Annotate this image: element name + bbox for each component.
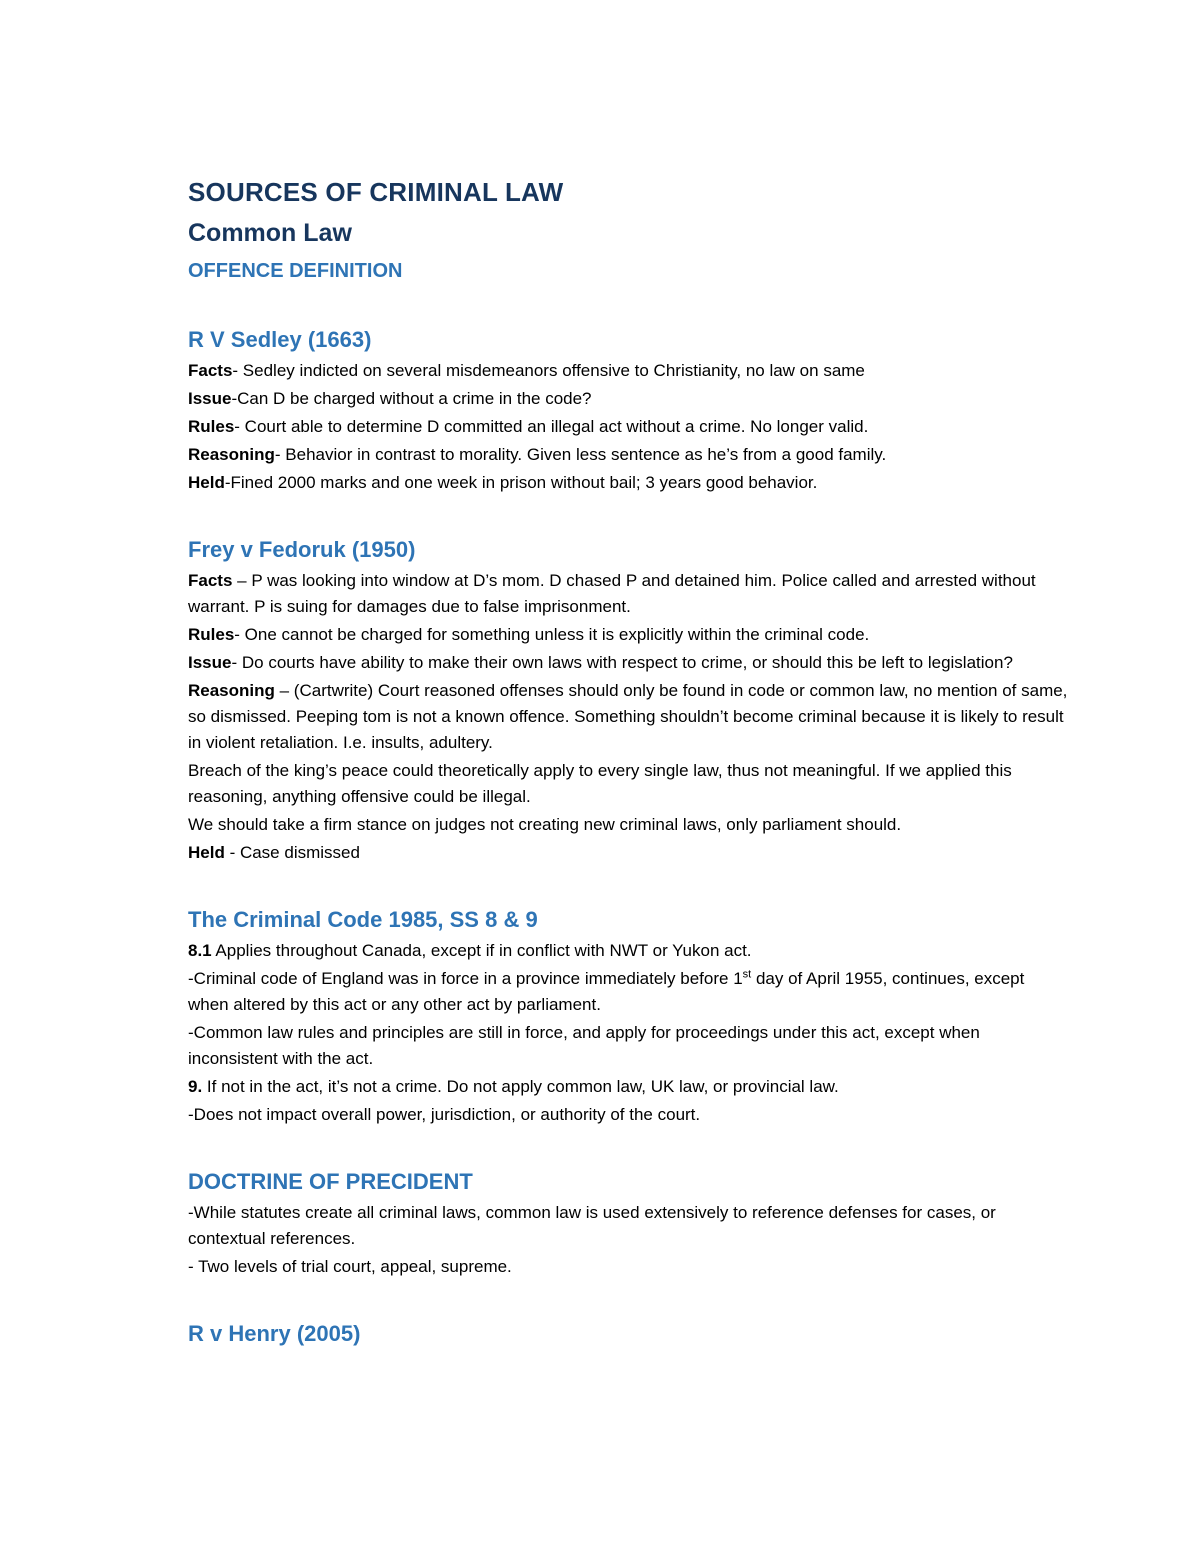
reasoning-label: Reasoning <box>188 445 275 464</box>
section-criminal-code <box>188 902 1068 1128</box>
reasoning-text: – (Cartwrite) Court reasoned offenses should only be found in code or common law, no mention of same, so dismissed. Peeping tom is not a known offence. Something shouldn’t become criminal because it is likely to result in violent retaliation. I.e. insults, adultery. <box>188 681 1068 752</box>
section-text: If not in the act, it’s not a crime. Do not apply common law, UK law, or provincial law. <box>202 1077 839 1096</box>
document-page <box>188 172 1068 1352</box>
code-paragraph <box>188 966 1068 1018</box>
reasoning-text: - Behavior in contrast to morality. Given less sentence as he’s from a good family. <box>274 445 887 464</box>
facts-text: - Sedley indicted on several misdemeanors offensive to Christianity, no law on same <box>232 361 865 380</box>
facts-label: Facts <box>188 571 233 590</box>
sedley-held <box>188 470 1068 496</box>
section-text: Applies throughout Canada, except if in conflict with NWT or Yukon act. <box>211 941 752 960</box>
section-number: 8.1 <box>188 941 212 960</box>
case-heading-criminal-code: The Criminal Code 1985, SS 8 & 9 <box>188 907 538 932</box>
sedley-reasoning <box>188 442 1068 468</box>
facts-label: Facts <box>188 361 233 380</box>
section-heading-doctrine: DOCTRINE OF PRECIDENT <box>188 1169 473 1194</box>
frey-facts <box>188 568 1068 620</box>
sedley-issue <box>188 386 1068 412</box>
rules-text: - Court able to determine D committed an illegal act without a crime. No longer valid. <box>234 417 869 436</box>
frey-held <box>188 840 1068 866</box>
ordinal-suffix: st <box>742 968 752 981</box>
rules-label: Rules <box>188 417 235 436</box>
held-text: -Fined 2000 marks and one week in prison without bail; 3 years good behavior. <box>224 473 818 492</box>
document-subtitle: Common Law <box>188 219 352 247</box>
frey-rules <box>188 622 1068 648</box>
rules-text: - One cannot be charged for something unless it is explicitly within the criminal code. <box>234 625 870 644</box>
document-title: SOURCES OF CRIMINAL LAW <box>188 177 564 207</box>
facts-text: – P was looking into window at D’s mom. D chased P and detained him. Police called and arrested without warrant. P is suing for damages due to false imprisonment. <box>188 571 1036 616</box>
sedley-facts <box>188 358 1068 384</box>
issue-label: Issue <box>188 653 232 672</box>
code-paragraph: -Does not impact overall power, jurisdiction, or authority of the court. <box>188 1105 701 1124</box>
held-label: Held <box>188 473 225 492</box>
sedley-rules <box>188 414 1068 440</box>
held-text: - Case dismissed <box>224 843 360 862</box>
issue-text: -Can D be charged without a crime in the code? <box>231 389 592 408</box>
frey-paragraph: We should take a firm stance on judges not creating new criminal laws, only parliament should. <box>188 815 902 834</box>
doctrine-paragraph: -While statutes create all criminal laws, common law is used extensively to reference defenses for cases, or contextual references. <box>188 1203 996 1248</box>
code-section-8-1 <box>188 938 1068 964</box>
frey-reasoning <box>188 678 1068 756</box>
issue-label: Issue <box>188 389 232 408</box>
paragraph-text: day of April 1955, continues, except when altered by this act or any other act by parliament. <box>188 969 1025 1014</box>
frey-issue <box>188 650 1068 676</box>
case-henry <box>188 1316 1068 1352</box>
held-label: Held <box>188 843 225 862</box>
section-heading-offence-definition: OFFENCE DEFINITION <box>188 260 403 282</box>
case-sedley <box>188 322 1068 496</box>
case-heading-frey: Frey v Fedoruk (1950) <box>188 537 416 562</box>
code-section-9 <box>188 1074 1068 1100</box>
case-heading-henry: R v Henry (2005) <box>188 1321 361 1346</box>
code-paragraph: -Common law rules and principles are still in force, and apply for proceedings under this act, except when inconsistent with the act. <box>188 1023 980 1068</box>
paragraph-text: -Criminal code of England was in force in a province immediately before 1 <box>188 969 743 988</box>
section-number: 9. <box>188 1077 203 1096</box>
doctrine-paragraph: - Two levels of trial court, appeal, supreme. <box>188 1257 512 1276</box>
case-frey <box>188 532 1068 866</box>
section-doctrine <box>188 1164 1068 1280</box>
frey-paragraph: Breach of the king’s peace could theoretically apply to every single law, thus not meaningful. If we applied this reasoning, anything offensive could be illegal. <box>188 761 1012 806</box>
reasoning-label: Reasoning <box>188 681 275 700</box>
rules-label: Rules <box>188 625 235 644</box>
issue-text: - Do courts have ability to make their own laws with respect to crime, or should this be left to legislation? <box>231 653 1013 672</box>
case-heading-sedley: R V Sedley (1663) <box>188 327 372 352</box>
